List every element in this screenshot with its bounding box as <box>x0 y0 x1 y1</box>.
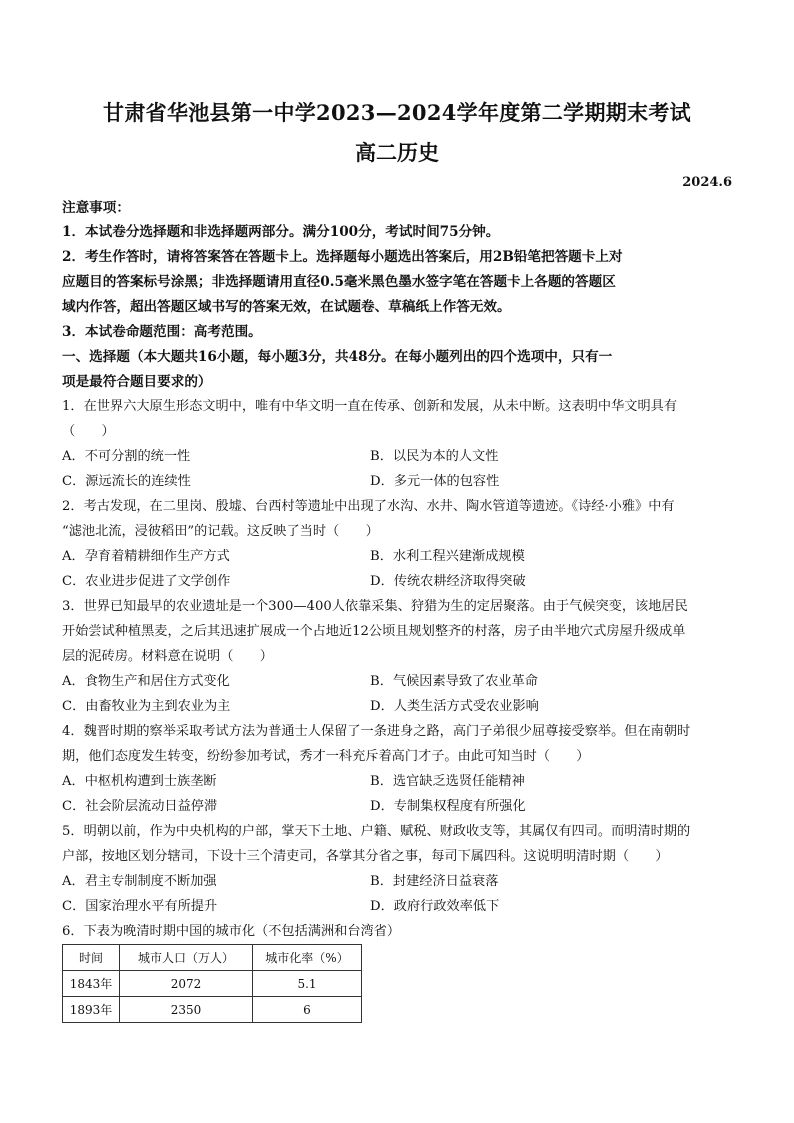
table-header-cell: 城市化率（%） <box>253 945 362 971</box>
question-3-line-3: 层的泥砖房。材料意在说明（ ） <box>62 649 273 664</box>
question-4-option-c: C．社会阶层流动日益停滞 <box>62 799 218 814</box>
table-cell: 2072 <box>120 971 253 997</box>
question-4-option-d: D．专制集权程度有所强化 <box>370 799 526 814</box>
question-5-line-1: 5．明朝以前，作为中央机构的户部，掌天下土地、户籍、赋税、财政收支等，其属仅有四司。而明清时期的 <box>62 824 691 839</box>
question-1-option-a: A．不可分割的统一性 <box>62 449 191 464</box>
notes-heading: 注意事项： <box>62 200 130 216</box>
table-row <box>63 971 362 997</box>
question-5-option-d: D．政府行政效率低下 <box>370 899 500 914</box>
table-header-cell: 城市人口（万人） <box>120 945 253 971</box>
question-2-option-a: A．孕育着精耕细作生产方式 <box>62 549 230 564</box>
question-2-line-2: “滤池北流，浸彼稻田”的记载。这反映了当时（ ） <box>62 524 379 539</box>
question-5-option-a: A．君主专制制度不断加强 <box>62 874 217 889</box>
question-3-option-a: A．食物生产和居住方式变化 <box>62 674 230 689</box>
question-5-option-c: C．国家治理水平有所提升 <box>62 899 218 914</box>
note-2-line-2: 应题目的答案标号涂黑；非选择题请用直径0.5毫米黑色墨水签字笔在答题卡上各题的答题区 <box>62 274 616 290</box>
urbanization-table <box>62 944 362 1023</box>
table-cell: 1893年 <box>63 997 120 1023</box>
table-cell: 6 <box>253 997 362 1023</box>
question-2-line-1: 2．考古发现，在二里岗、殷墟、台西村等遗址中出现了水沟、水井、陶水管道等遗迹。《诗经·小雅》中有 <box>62 499 675 514</box>
question-5-line-2: 户部，按地区划分辖司，下设十三个清吏司，各掌其分省之事，每司下属四科。这说明明清时期（ ） <box>62 849 669 864</box>
question-2-option-d: D．传统农耕经济取得突破 <box>370 574 526 589</box>
note-1: 1．本试卷分选择题和非选择题两部分。满分100分，考试时间75分钟。 <box>62 224 500 240</box>
question-3-option-c: C．由畜牧业为主到农业为主 <box>62 699 231 714</box>
question-1-line-2: （ ） <box>62 424 115 439</box>
question-1-option-d: D．多元一体的包容性 <box>370 474 500 489</box>
note-3: 3．本试卷命题范围：高考范围。 <box>62 324 262 340</box>
question-4-option-b: B．选官缺乏选贤任能精神 <box>370 774 525 789</box>
table-row <box>63 997 362 1023</box>
question-3-option-d: D．人类生活方式受农业影响 <box>370 699 539 714</box>
question-4-option-a: A．中枢机构遭到士族垄断 <box>62 774 217 789</box>
section-heading-line-2: 项是最符合题目要求的） <box>62 374 212 390</box>
exam-subtitle: 高二历史 <box>355 140 439 165</box>
table-header-cell: 时间 <box>63 945 120 971</box>
question-1-option-b: B．以民为本的人文性 <box>370 449 499 464</box>
table-cell: 2350 <box>120 997 253 1023</box>
note-2-line-3: 域内作答，超出答题区域书写的答案无效，在试题卷、草稿纸上作答无效。 <box>62 299 511 315</box>
table-cell: 1843年 <box>63 971 120 997</box>
question-1-line-1: 1．在世界六大原生形态文明中，唯有中华文明一直在传承、创新和发展，从未中断。这表明中华文明具有 <box>62 399 678 414</box>
question-3-line-2: 开始尝试种植黑麦，之后其迅速扩展成一个占地近12公顷且规划整齐的村落，房子由半地穴式房屋升级成单 <box>62 624 686 639</box>
question-4-line-2: 期，他们态度发生转变，纷纷参加考试，秀才一科充斥着高门才子。由此可知当时（ ） <box>62 749 590 764</box>
question-3-option-b: B．气候因素导致了农业革命 <box>370 674 538 689</box>
table-header-row <box>63 945 362 971</box>
question-6-line-1: 6．下表为晚清时期中国的城市化（不包括满洲和台湾省） <box>62 924 401 939</box>
exam-date: 2024.6 <box>682 175 732 190</box>
question-1-option-c: C．源远流长的连续性 <box>62 474 191 489</box>
section-heading-line-1: 一、选择题（本大题共16小题，每小题3分，共48分。在每小题列出的四个选项中，只有一 <box>62 349 613 365</box>
note-2-line-1: 2．考生作答时，请将答案答在答题卡上。选择题每小题选出答案后，用2B铅笔把答题卡上对 <box>62 249 623 265</box>
table-cell: 5.1 <box>253 971 362 997</box>
question-3-line-1: 3．世界已知最早的农业遗址是一个300—400人依靠采集、狩猎为生的定居聚落。由于气候突变，该地居民 <box>62 599 688 614</box>
question-4-line-1: 4．魏晋时期的察举采取考试方法为普通士人保留了一条进身之路，高门子弟很少屈尊接受察举。但在南朝时 <box>62 724 691 739</box>
question-5-option-b: B．封建经济日益衰落 <box>370 874 499 889</box>
question-2-option-c: C．农业进步促进了文学创作 <box>62 574 231 589</box>
question-2-option-b: B．水利工程兴建渐成规模 <box>370 549 525 564</box>
exam-title: 甘肃省华池县第一中学2023—2024学年度第二学期期末考试 <box>103 100 691 125</box>
